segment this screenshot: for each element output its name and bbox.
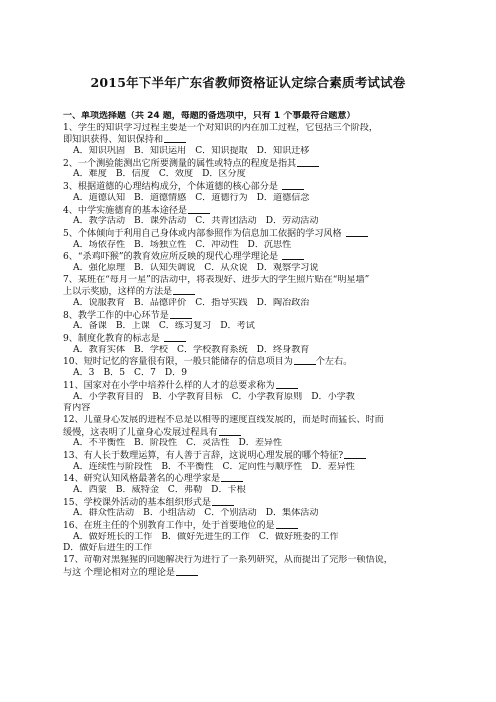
answer-option: D．道德信念 — [256, 192, 310, 203]
answer-options — [63, 532, 438, 544]
question-text — [63, 134, 438, 146]
answer-blank — [346, 228, 368, 237]
answer-option: C．指导实践 — [195, 298, 248, 308]
answer-option: A．教学活动 — [73, 216, 126, 227]
answer-option: A．3 — [73, 368, 95, 379]
answer-option: B．阶段性 — [134, 438, 178, 449]
answer-option: C．道德行为 — [195, 192, 248, 203]
question-text — [63, 333, 438, 345]
question-line: 11、国家对在小学中培养什么样的人才的总要求称为 — [63, 380, 275, 391]
answer-option: D．沉思性 — [247, 239, 292, 250]
answer-blank — [164, 134, 186, 143]
answer-option: B．信度 — [115, 169, 150, 180]
question-line-tail: 个左右。 — [315, 357, 353, 368]
answer-option: D．考试 — [220, 321, 255, 332]
document-body — [63, 111, 438, 579]
answer-option: A．教育实体 — [73, 344, 126, 355]
answer-option: D．差异性 — [311, 461, 355, 472]
answer-option: A．备课 — [73, 321, 107, 332]
page-title: 2015年下半年广东省教师资格证认定综合素质考试试卷 — [90, 75, 406, 90]
answer-blank — [282, 181, 304, 190]
answer-option: A．知识巩固 — [73, 146, 126, 157]
answer-option: A．难度 — [73, 169, 107, 180]
answer-blank — [297, 158, 319, 167]
answer-option: B．品德评价 — [134, 298, 187, 308]
answer-option: B．做好先进生的工作 — [161, 531, 250, 542]
question-line: 上以示奖励，这样的方法是 — [63, 287, 173, 298]
question-text — [63, 380, 438, 392]
answer-option: C．定向性与顺序性 — [222, 461, 303, 472]
answer-option: D．区分度 — [202, 169, 246, 180]
answer-option: C．效度 — [158, 169, 194, 180]
question-line: 育内容 — [63, 403, 91, 414]
answer-options — [63, 321, 438, 333]
answer-options — [63, 438, 438, 450]
answer-option: D．劳动活动 — [265, 216, 319, 227]
answer-options — [63, 193, 438, 205]
answer-options — [63, 169, 438, 181]
answer-option: C．从众说 — [204, 262, 248, 273]
answer-option: B．小组活动 — [143, 508, 196, 519]
question-line: 8、教学工作的中心环节是 — [63, 310, 169, 321]
question-text — [63, 251, 438, 263]
question-line: 10、短时记忆的容量很有限，一般只能储存的信息项目为 — [63, 357, 293, 368]
answer-blank — [212, 497, 234, 506]
answer-option: D．陶冶政治 — [256, 298, 310, 308]
question-text — [63, 520, 438, 532]
question-text — [63, 275, 438, 287]
question-line: 6、“杀鸡吓猴”的教育效应所反映的现代心理学理论是 — [63, 252, 282, 263]
answer-option: B．认知失调说 — [134, 262, 196, 273]
question-line: D．做好后进生的工作 — [63, 543, 153, 554]
section-heading: 一、单项选择题（共 24 题，每题的备选项中，只有 1 个事最符合题意） — [63, 111, 356, 121]
answer-option: A．连续性与阶段性 — [73, 461, 153, 472]
answer-blank — [188, 205, 210, 214]
answer-option: D．9 — [164, 368, 188, 379]
answer-option: C．做好班委的工作 — [258, 531, 339, 542]
question-line: 9、制度化教育的标志是 — [63, 334, 163, 345]
question-line: 3、根据道德的心理结构成分，个体道德的核心部分是 — [63, 182, 281, 193]
answer-option: D．差异性 — [238, 438, 283, 449]
answer-option: D．知识迁移 — [256, 146, 310, 157]
question-text — [63, 543, 438, 555]
question-line: 与这 个理论相对立的理论是 — [63, 567, 176, 578]
question-text — [63, 181, 438, 193]
question-line: 即知识获得、知识保持和 — [63, 135, 164, 146]
question-line: 14、研究认知风格最著名的心理学家是 — [63, 474, 221, 485]
answer-option: B．道德情感 — [134, 192, 187, 203]
question-text — [63, 473, 438, 485]
question-text — [63, 567, 438, 579]
answer-option: A．小学教育目的 — [73, 391, 144, 402]
answer-option: D．观察学习说 — [256, 262, 319, 273]
answer-option: D．小学教 — [311, 391, 355, 402]
answer-blank — [219, 427, 241, 436]
question-text — [63, 497, 438, 509]
question-text — [63, 427, 438, 439]
answer-blank — [164, 333, 186, 342]
question-line: 5、个体倾向于利用自己身体或内部参照作为信息加工依据的学习风格 — [63, 228, 345, 239]
answer-options — [63, 392, 438, 404]
question-text — [63, 205, 438, 217]
answer-option: A．西蒙 — [73, 485, 107, 495]
question-line: 1、学生的知识学习过程主要是一个对知识的内在加工过程，它包括三个阶段， — [63, 122, 378, 133]
answer-option: A．群众性活动 — [73, 508, 135, 519]
question-text — [63, 415, 438, 427]
answer-blank — [221, 473, 243, 482]
question-text — [63, 228, 438, 240]
question-text — [63, 356, 438, 368]
answer-option: C．个别活动 — [204, 508, 257, 519]
answer-option: B．学校 — [134, 344, 169, 355]
answer-option: B．不平衡性 — [161, 461, 214, 472]
answer-option: A．强化原理 — [73, 262, 126, 273]
answer-options — [63, 263, 438, 275]
question-text — [63, 158, 438, 170]
answer-option: A．说服教育 — [73, 298, 126, 308]
question-line: 12、儿童身心发展的进程不总是以相等的速度直线发展的，而是时而猛长、时而 — [63, 414, 384, 425]
answer-options — [63, 240, 438, 252]
answer-options — [63, 508, 438, 520]
answer-blank — [276, 520, 298, 529]
question-text — [63, 310, 438, 322]
question-line: 13、有人长于数理运算，有人善于言辞，这说明心理发展的哪个特征? — [63, 450, 344, 461]
answer-option: D．卡根 — [211, 485, 246, 495]
answer-options — [63, 345, 438, 357]
answer-option: B．场独立性 — [134, 239, 187, 250]
question-line: 缓慢，这表明了儿童身心发展过程具有 — [63, 427, 218, 438]
question-line: 4、中学实施德育的基本途径是 — [63, 205, 188, 216]
answer-option: D．集体活动 — [265, 508, 319, 519]
answer-blank — [282, 251, 304, 260]
answer-options — [63, 485, 438, 497]
answer-option: C．灵活性 — [186, 438, 230, 449]
question-line: 16、在班主任的个别教育工作中，处于首要地位的是 — [63, 521, 275, 532]
answer-option: D．终身教育 — [256, 344, 310, 355]
answer-option: A．场依存性 — [73, 239, 126, 250]
question-line: 2、一个测验能测出它所要测量的属性或特点的程度是指其 — [63, 158, 297, 169]
question-line: 15、学校课外活动的基本组织形式是 — [63, 497, 211, 508]
answer-option: C．练习复习 — [158, 321, 212, 332]
answer-option: B．小学教育目标 — [152, 391, 223, 402]
answer-option: A．道德认知 — [73, 192, 126, 203]
answer-options — [63, 298, 438, 310]
answer-option: C．7 — [134, 368, 156, 379]
question-text — [63, 555, 438, 567]
question-line: 7、某班在“每月一星”的活动中，将表现好、进步大的学生照片贴在“明星墙” — [63, 274, 370, 285]
answer-blank — [173, 286, 195, 295]
question-text — [63, 450, 438, 462]
answer-option: C．冲动性 — [195, 239, 239, 250]
answer-option: C．小学教育原则 — [231, 391, 303, 402]
question-text — [63, 286, 438, 298]
answer-blank — [276, 380, 298, 389]
answer-option: B．知识运用 — [134, 146, 187, 157]
question-line: 17、苛勒对黑猩猩的问题解决行为进行了一系列研究，从而提出了完形一顿悟说， — [63, 555, 393, 566]
answer-option: A．不平衡性 — [73, 438, 126, 449]
answer-option: C．共青团活动 — [195, 216, 257, 227]
answer-option: C．弗勒 — [167, 485, 203, 495]
answer-blank — [176, 567, 198, 576]
answer-options — [63, 216, 438, 228]
answer-options — [63, 146, 438, 158]
answer-option: C．学校教育系统 — [177, 344, 248, 355]
answer-option: B．威特金 — [115, 485, 159, 495]
question-text — [63, 123, 438, 135]
answer-option: B．上课 — [115, 321, 150, 332]
answer-option: C．知识提取 — [195, 146, 248, 157]
answer-options — [63, 368, 438, 380]
answer-options — [63, 462, 438, 474]
answer-blank — [294, 356, 316, 365]
answer-option: A．做好班长的工作 — [73, 531, 153, 542]
answer-blank — [170, 310, 192, 319]
answer-blank — [344, 450, 366, 459]
answer-option: B．课外活动 — [134, 216, 187, 227]
answer-option: B．5 — [103, 368, 126, 379]
question-text — [63, 403, 438, 415]
